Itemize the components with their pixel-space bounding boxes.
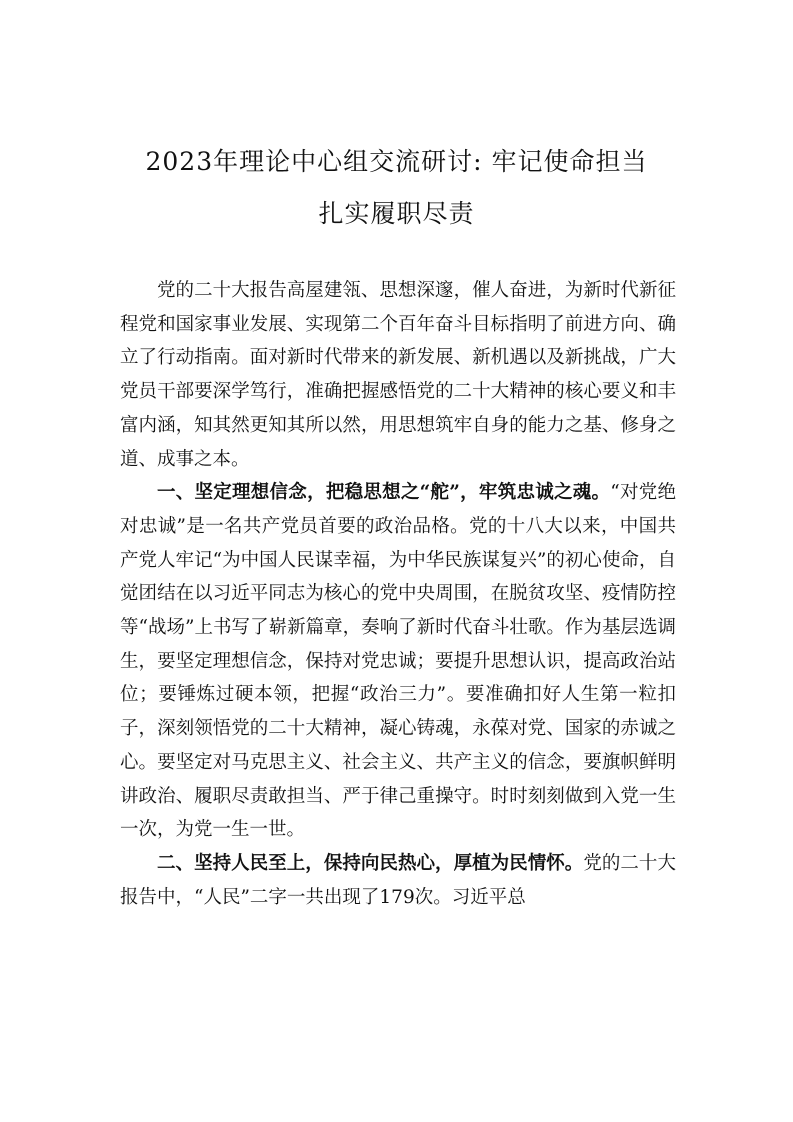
title-line-2: 扎实履职尽责 [318, 199, 475, 228]
section-one-heading: 一、坚定理想信念，把稳思想之“舵”，牢筑忠诚之魂。 [157, 482, 611, 504]
paragraph-text: 党的二十大报告中，“人民”二字一共出现了179次。习近平总 [120, 852, 676, 908]
paragraph-text: 党的二十大报告高屋建瓴、思想深邃，催人奋进，为新时代新征程党和国家事业发展、实现第二个百年奋斗目标指明了前进方向、确立了行动指南。面对新时代带来的新发展、新机遇以及新挑战，广大党员干部要深学笃行，准确把握感悟党的二十大精神的核心要义和丰富内涵，知其然更知其所以然，用思想筑牢自身的能力之基、修身之道、成事之本。 [120, 280, 676, 470]
document-body [120, 274, 676, 914]
section-two-paragraph [120, 847, 676, 914]
intro-paragraph [120, 274, 676, 476]
section-two-heading: 二、坚持人民至上，保持向民热心，厚植为民情怀。 [157, 852, 584, 874]
paragraph-text: “对党绝对忠诚”是一名共产党员首要的政治品格。党的十八大以来，中国共产党人牢记“为中国人民谋幸福，为中华民族谋复兴”的初心使命，自觉团结在以习近平同志为核心的党中央周围，在脱贫攻坚、疫情防控等“战场”上书写了崭新篇章，奏响了新时代奋斗壮歌。作为基层选调生，要坚定理想信念，保持对党忠诚；要提升思想认识，提高政治站位；要锤炼过硬本领，把握“政治三力”。要准确扣好人生第一粒扣子，深刻领悟党的二十大精神，凝心铸魂，永葆对党、国家的赤诚之心。要坚定对马克思主义、社会主义、共产主义的信念，要旗帜鲜明讲政治、履职尽责敢担当、严于律己重操守。时时刻刻做到入党一生一次，为党一生一世。 [120, 482, 676, 841]
title-line-1: 2023年理论中心组交流研讨: 牢记使命担当 [145, 147, 648, 176]
document-title [0, 136, 793, 240]
section-one-paragraph [120, 476, 676, 847]
